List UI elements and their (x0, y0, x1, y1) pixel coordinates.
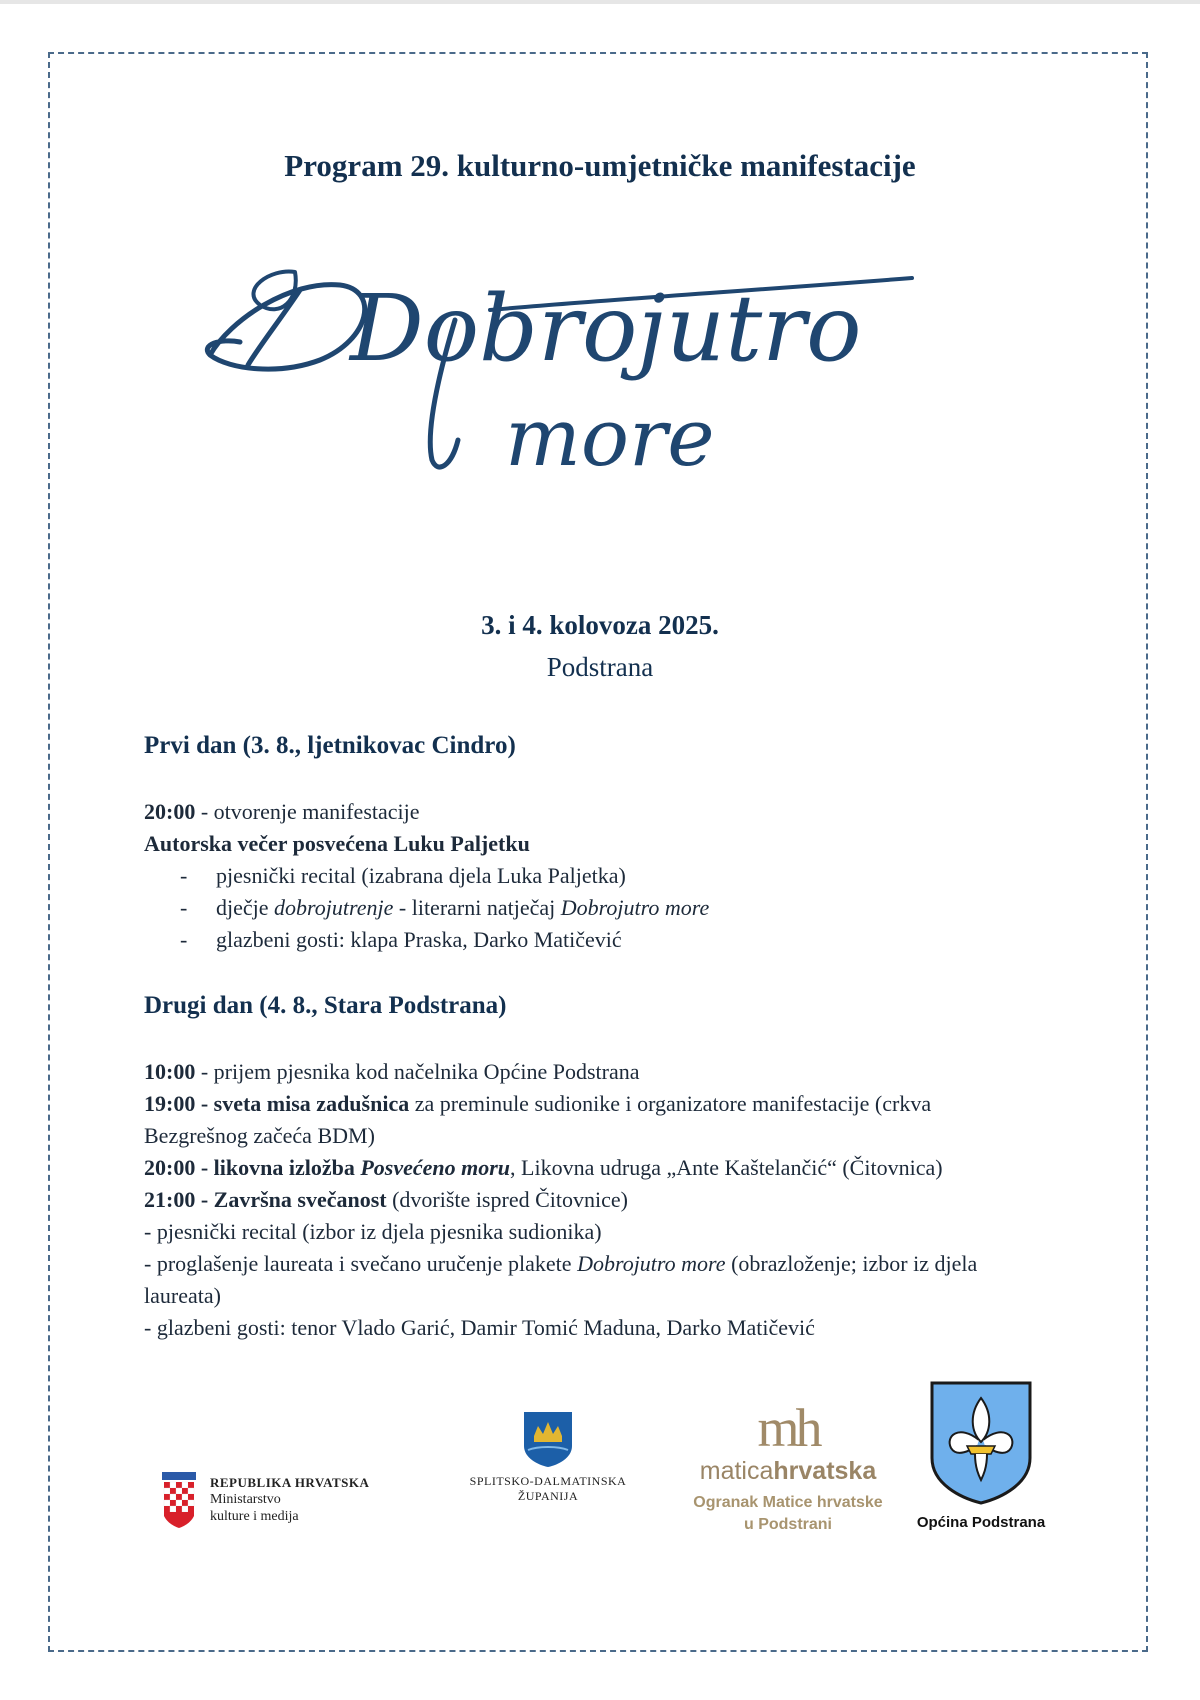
day2-line: - proglašenje laureata i svečano uručenje plakete Dobrojutro more (obrazloženje; izbor iz djela laureata) (144, 1251, 978, 1308)
day2-line: 20:00 - likovna izložba Posvećeno moru, Likovna udruga „Ante Kaštelančić“ (Čitovnica) (144, 1155, 943, 1180)
program-heading: Program 29. kulturno-umjetničke manifestacije (284, 148, 916, 183)
event-script-title (200, 260, 1000, 530)
program-content (144, 730, 1024, 1344)
day1-items (144, 860, 1024, 956)
opcina-podstrana-logo (906, 1380, 1056, 1550)
event-date: 3. i 4. kolovoza 2025. (481, 610, 719, 640)
county-logo: SPLITSKO-DALMATINSKA ŽUPANIJA (448, 1410, 648, 1530)
matica-monogram: mh (757, 1398, 819, 1458)
day2-title: Drugi dan (4. 8., Stara Podstrana) (144, 992, 507, 1019)
day1-opening-time: 20:00 (144, 799, 196, 824)
opcina-label: Općina Podstrana (916, 1514, 1046, 1531)
matica-hrvatska-logo (668, 1400, 908, 1550)
event-place: Podstrana (546, 652, 654, 682)
top-divider (0, 0, 1200, 4)
ministry-text: REPUBLIKA HRVATSKA Ministarstvo kulture i medija (210, 1475, 370, 1524)
day1-evening-title: Autorska večer posvećena Luku Paljetku (144, 831, 530, 856)
day2-line: 10:00 - prijem pjesnika kod načelnika Općine Podstrana (144, 1059, 640, 1084)
list-item: - pjesnički recital (izabrana djela Luka Paljetka) (180, 863, 626, 888)
day1-title: Prvi dan (3. 8., ljetnikovac Cindro) (144, 732, 516, 759)
ministry-logo (160, 1472, 400, 1532)
list-item: - glazbeni gosti: klapa Praska, Darko Matičević (180, 927, 622, 952)
day2-line: - glazbeni gosti: tenor Vlado Garić, Damir Tomić Maduna, Darko Matičević (144, 1315, 815, 1340)
fleur-de-lis-shield-icon (929, 1380, 1033, 1506)
matica-branch: Ogranak Matice hrvatske u Podstrani (693, 1494, 883, 1533)
matica-name: maticahrvatska (699, 1457, 877, 1485)
script-line1: Dobrojutro (350, 275, 862, 382)
day1-opening (144, 796, 1024, 828)
list-item: - dječje dobrojutrenje - literarni natječaj Dobrojutro more (180, 895, 710, 920)
day2-line: 21:00 - Završna svečanost (dvorište ispred Čitovnice) (144, 1187, 628, 1212)
script-title-art (200, 260, 1000, 530)
day2-line: 19:00 - sveta misa zadušnica za preminule sudionike i organizatore manifestacije (crkva Bezgrešnog začeća BDM) (144, 1091, 932, 1148)
script-line2: more (505, 391, 715, 484)
day1-opening-text: - otvorenje manifestacije (195, 799, 420, 824)
county-crown-shield-icon (522, 1410, 574, 1468)
day2-line: - pjesnički recital (izbor iz djela pjesnika sudionika) (144, 1219, 602, 1244)
croatian-coat-of-arms-icon (160, 1472, 198, 1528)
sponsor-logos (48, 1380, 1152, 1550)
